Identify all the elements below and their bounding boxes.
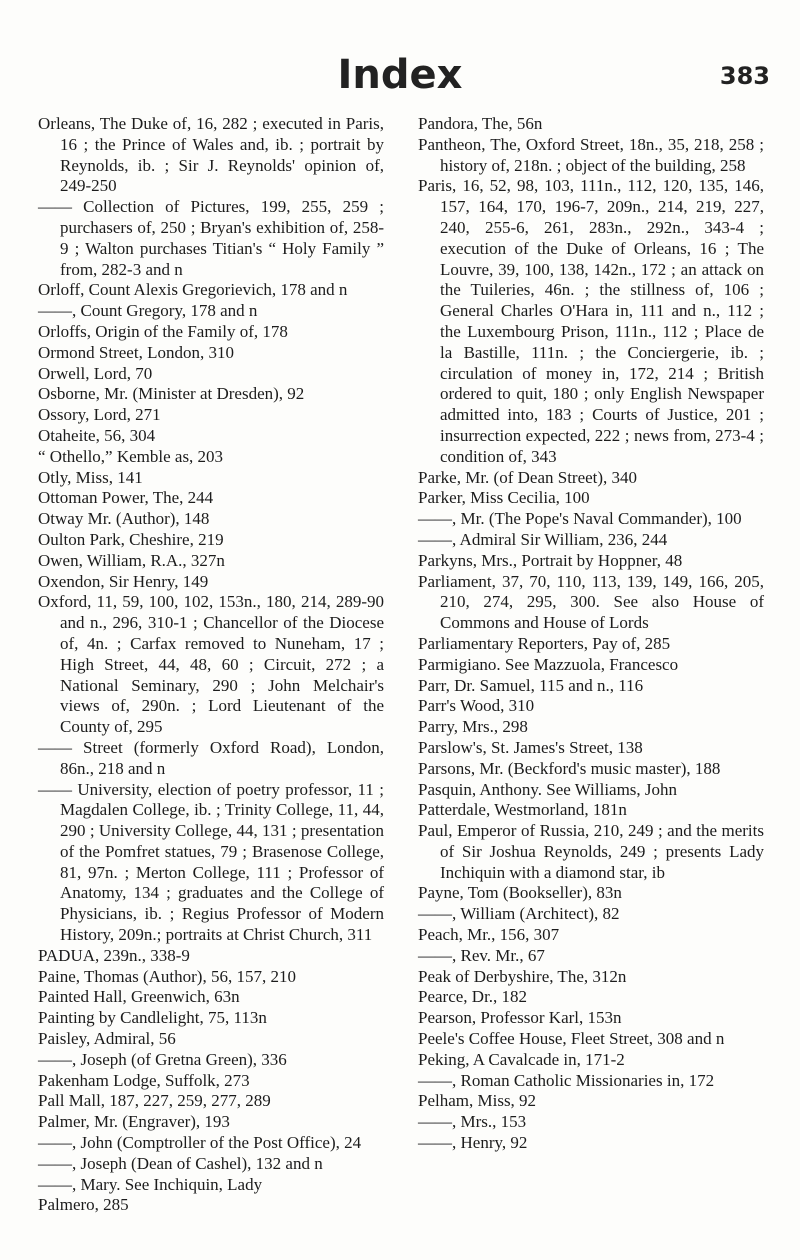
index-entry: —— Collection of Pictures, 199, 255, 259 ; purchasers of, 250 ; Bryan's exhibition of, 258-9 ; Walton purchases Titian's “ Holy Family ” from, 282-3 and n — [38, 197, 384, 279]
index-entry: Paul, Emperor of Russia, 210, 249 ; and the merits of Sir Joshua Reynolds, 249 ; presents Lady Inchiquin with a diamond star, ib — [418, 821, 764, 882]
index-entry: Paine, Thomas (Author), 56, 157, 210 — [38, 966, 296, 986]
index-entry: ——, Mary. See Inchiquin, Lady — [38, 1174, 263, 1194]
index-entry: Peak of Derbyshire, The, 312n — [418, 966, 627, 986]
index-entry: Otaheite, 56, 304 — [38, 425, 156, 445]
index-entry: Patterdale, Westmorland, 181n — [418, 800, 627, 820]
index-entry: Pelham, Miss, 92 — [418, 1091, 537, 1111]
index-column-left — [38, 114, 384, 1216]
index-entry: Peking, A Cavalcade in, 171-2 — [418, 1049, 625, 1069]
index-entry: Oxford, 11, 59, 100, 102, 153n., 180, 214, 289-90 and n., 296, 310-1 ; Chancellor of the Diocese of, 4n. ; Carfax removed to Nuneham, 17 ; High Street, 44, 48, 60 ; Circuit, 272 ; a National Seminary, 290 ; John Melchair's views of, 290n. ; Lord Lieutenant of the County of, 295 — [38, 592, 384, 737]
index-entry: Ossory, Lord, 271 — [38, 405, 161, 425]
index-entry: PADUA, 239n., 338-9 — [38, 945, 190, 965]
index-entry: Pantheon, The, Oxford Street, 18n., 35, 218, 258 ; history of, 218n. ; object of the building, 258 — [418, 134, 764, 175]
index-entry: Parry, Mrs., 298 — [418, 717, 528, 737]
page-number: 383 — [719, 62, 770, 90]
index-entry: ——, John (Comptroller of the Post Office), 24 — [38, 1133, 362, 1153]
index-entry: Parr's Wood, 310 — [418, 696, 535, 716]
index-entry: “ Othello,” Kemble as, 203 — [38, 446, 224, 466]
index-entry: Ottoman Power, The, 244 — [38, 488, 214, 508]
index-entry: Parsons, Mr. (Beckford's music master), 188 — [418, 758, 721, 778]
index-entry: Parkyns, Mrs., Portrait by Hoppner, 48 — [418, 550, 683, 570]
index-column-right — [418, 114, 764, 1154]
index-entry: ——, Henry, 92 — [418, 1133, 528, 1153]
index-entry: Pearson, Professor Karl, 153n — [418, 1008, 622, 1028]
index-entry: Pandora, The, 56n — [418, 114, 543, 133]
index-entry: Parliamentary Reporters, Pay of, 285 — [418, 633, 671, 653]
index-entry: ——, William (Architect), 82 — [418, 904, 620, 924]
index-entry: Palmero, 285 — [38, 1195, 129, 1215]
index-entry: ——, Mr. (The Pope's Naval Commander), 100 — [418, 509, 742, 529]
index-entry: Osborne, Mr. (Minister at Dresden), 92 — [38, 384, 305, 404]
index-entry: Paisley, Admiral, 56 — [38, 1029, 176, 1049]
index-entry: —— Street (formerly Oxford Road), London, 86n., 218 and n — [38, 737, 384, 778]
index-entry: Ormond Street, London, 310 — [38, 342, 234, 362]
index-entry: ——, Joseph (Dean of Cashel), 132 and n — [38, 1153, 323, 1173]
index-entry: Parmigiano. See Mazzuola, Francesco — [418, 654, 679, 674]
index-entry: Pall Mall, 187, 227, 259, 277, 289 — [38, 1091, 271, 1111]
index-entry: Owen, William, R.A., 327n — [38, 550, 225, 570]
index-entry: Peele's Coffee House, Fleet Street, 308 and n — [418, 1029, 725, 1049]
index-entry: Parker, Miss Cecilia, 100 — [418, 488, 590, 508]
index-entry: Painted Hall, Greenwich, 63n — [38, 987, 240, 1007]
index-entry: Oxendon, Sir Henry, 149 — [38, 571, 209, 591]
index-entry: Parliament, 37, 70, 110, 113, 139, 149, 166, 205, 210, 274, 295, 300. See also House of Commons and House of Lords — [418, 571, 764, 633]
index-entry: ——, Joseph (of Gretna Green), 336 — [38, 1049, 287, 1069]
index-entry: ——, Mrs., 153 — [418, 1112, 527, 1132]
index-entry: Parr, Dr. Samuel, 115 and n., 116 — [418, 675, 644, 695]
index-entry: Palmer, Mr. (Engraver), 193 — [38, 1112, 230, 1132]
index-entry: Painting by Candlelight, 75, 113n — [38, 1008, 267, 1028]
index-entry: ——, Rev. Mr., 67 — [418, 945, 545, 965]
index-entry: Pasquin, Anthony. See Williams, John — [418, 779, 678, 799]
index-entry: Parke, Mr. (of Dean Street), 340 — [418, 467, 638, 487]
page-title: Index — [337, 52, 463, 98]
index-entry: —— University, election of poetry professor, 11 ; Magdalen College, ib. ; Trinity College, 11, 44, 290 ; University College, 44, 131 ; presentation of the Pomfret statues, 79 ; Brasenose College, 81, 97n. ; Merton College, 111 ; Professor of Anatomy, 134 ; graduates and the College of Physicians, ib. ; Regius Professor of Modern History, 209n.; portraits at Christ Church, 311 — [38, 779, 384, 945]
page-header — [0, 0, 800, 110]
index-entry: Pearce, Dr., 182 — [418, 987, 528, 1007]
index-entry: Otly, Miss, 141 — [38, 467, 143, 487]
index-entry: Oulton Park, Cheshire, 219 — [38, 529, 224, 549]
index-entry: Orloff, Count Alexis Gregorievich, 178 and n — [38, 280, 348, 300]
index-entry: Orleans, The Duke of, 16, 282 ; executed in Paris, 16 ; the Prince of Wales and, ib. ; portrait by Reynolds, ib. ; Sir J. Reynolds' opinion of, 249-250 — [38, 114, 384, 196]
index-entry: ——, Roman Catholic Missionaries in, 172 — [418, 1070, 715, 1090]
index-entry: Otway Mr. (Author), 148 — [38, 509, 210, 529]
index-entry: Orloffs, Origin of the Family of, 178 — [38, 321, 288, 341]
index-entry: Paris, 16, 52, 98, 103, 111n., 112, 120, 135, 146, 157, 164, 170, 196-7, 209n., 214, 219, 227, 240, 255-6, 261, 283n., 292n., 343-4 ; execution of the Duke of Orleans, 16 ; The Louvre, 39, 100, 138, 142n., 172 ; an attack on the Tuileries, 46n. ; the stillness of, 106 ; General Charles O'Hara in, 111 and n., 112 ; the Luxembourg Prison, 111n., 112 ; Place de la Bastille, 111n. ; the Conciergerie, ib. ; circulation of money in, 172, 214 ; British ordered to quit, 180 ; only English Newspaper admitted into, 183 ; Courts of Justice, 201 ; insurrection expected, 222 ; news from, 273-4 ; condition of, 343 — [418, 176, 764, 466]
index-entry: Peach, Mr., 156, 307 — [418, 925, 560, 945]
index-entry: Orwell, Lord, 70 — [38, 363, 153, 383]
index-entry: Pakenham Lodge, Suffolk, 273 — [38, 1070, 250, 1090]
index-entry: ——, Admiral Sir William, 236, 244 — [418, 529, 668, 549]
index-entry: Parslow's, St. James's Street, 138 — [418, 737, 643, 757]
index-entry: ——, Count Gregory, 178 and n — [38, 301, 258, 321]
index-entry: Payne, Tom (Bookseller), 83n — [418, 883, 622, 903]
